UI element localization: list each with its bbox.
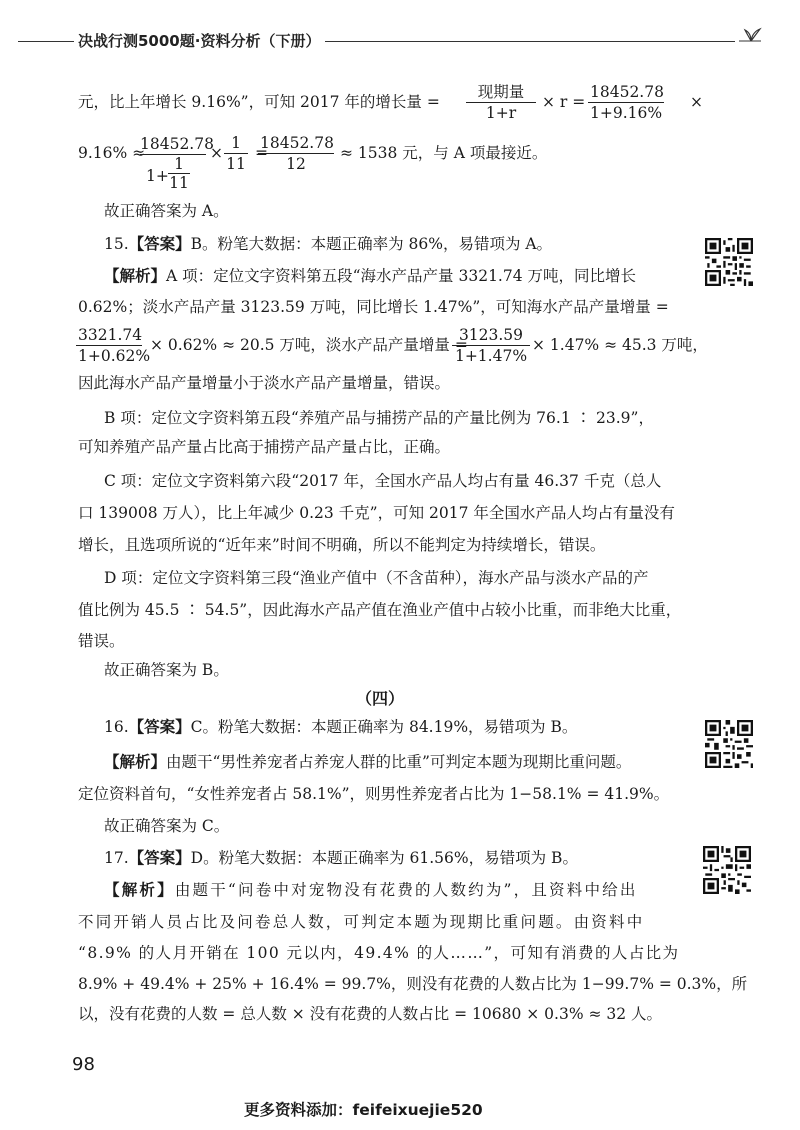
analysis-line: 【解析】A 项：定位文字资料第五段“海水产品产量 3321.74 万吨，同比增长 [104, 266, 637, 285]
sprout-icon [737, 24, 765, 48]
analysis-line: 因此海水产品产量增量小于淡水产品产量增量，错误。 [78, 374, 451, 392]
fraction: $\frac{18452.78}{12}$ [260, 134, 334, 173]
analysis-line: 值比例为 45.5 ∶ 54.5”，因此海水产品产值在渔业产值中占较小比重，而非绝大比重， [78, 601, 682, 619]
answer-line: 故正确答案为 A。 [104, 202, 229, 220]
answer-line: 故正确答案为 C。 [104, 817, 230, 835]
analysis-line: × 1.47% ≈ 45.3 万吨， [532, 336, 708, 354]
analysis-line: 口 139008 万人），比上年减少 0.23 千克”，可知 2017 年全国水产品人均占有量没有 [78, 504, 675, 522]
fraction: $\frac{1}{11}$ [224, 133, 248, 174]
complex-fraction: 18452.78 1+ 1 11 [140, 135, 214, 192]
qr-code-icon[interactable] [703, 846, 751, 894]
analysis-line: 定位资料首句，“女性养宠者占 58.1%”，则男性养宠者占比为 1−58.1% = 41.9%。 [78, 785, 670, 803]
analysis-line: 【解析】由题干“男性养宠者占养宠人群的比重”可判定本题为现期比重问题。 [104, 752, 632, 771]
analysis-line: 增长，且选项所说的“近年来”时间不明确，所以不能判定为持续增长，错误。 [78, 536, 606, 554]
footer-contact: 更多资料添加：feifeixuejie520 [244, 1101, 483, 1119]
header-rule-right [325, 41, 735, 42]
calc-text: 元，比上年增长 9.16%”，可知 2017 年的增长量 = [78, 93, 440, 111]
fraction: $\frac{18452.78}{1+9.16\%}$ [590, 83, 664, 122]
calc-text: × [210, 144, 223, 162]
analysis-line: × 0.62% ≈ 20.5 万吨，淡水产品产量增量 = [150, 336, 468, 354]
analysis-line: 8.9% + 49.4% + 25% + 16.4% = 99.7%，则没有花费的人数占比为 1−99.7% = 0.3%，所 [78, 975, 748, 993]
calc-text: 9.16% ≈ [78, 144, 146, 162]
analysis-line: 可知养殖产品产量占比高于捕捞产品产量占比，正确。 [78, 438, 451, 456]
analysis-line: 不同开销人员占比及问卷总人数，可判定本题为现期比重问题。由资料中 [78, 913, 645, 931]
calc-text: × r = [542, 93, 586, 111]
calc-text: ≈ 1538 元，与 A 项最接近。 [340, 144, 548, 162]
header-rule-left [18, 41, 74, 42]
answer-line: 故正确答案为 B。 [104, 661, 229, 679]
analysis-line: 【解析】由题干“问卷中对宠物没有花费的人数约为”，且资料中给出 [104, 880, 638, 899]
qr-code-icon[interactable] [705, 720, 753, 768]
calc-text: = [255, 144, 268, 162]
fraction: $\frac{3123.59}{1+1.47\%}$ [452, 325, 530, 366]
qr-code-icon[interactable] [705, 238, 753, 286]
analysis-line: 错误。 [78, 632, 125, 650]
fraction: 现期量 1+r [466, 82, 536, 123]
analysis-line: “8.9% 的人月开销在 100 元以内，49.4% 的人……”，可知有消费的人占比为 [78, 944, 680, 962]
answer-line-16: 16.【答案】C。粉笔大数据：本题正确率为 84.19%，易错项为 B。 [104, 717, 578, 736]
calc-text: × [690, 93, 703, 111]
running-header: 决战行测5000题·资料分析（下册） [78, 32, 321, 50]
analysis-line: B 项：定位文字资料第五段“养殖产品与捕捞产品的产量比例为 76.1 ∶ 23.9”， [104, 409, 654, 427]
section-heading: （四） [356, 689, 405, 708]
analysis-line: C 项：定位文字资料第六段“2017 年，全国水产品人均占有量 46.37 千克（总人 [104, 472, 662, 490]
page-number: 98 [72, 1054, 95, 1075]
fraction: $\frac{3321.74}{1+0.62\%}$ [78, 326, 151, 365]
answer-line-17: 17.【答案】D。粉笔大数据：本题正确率为 61.56%，易错项为 B。 [104, 848, 578, 867]
analysis-line: 0.62%；淡水产品产量 3123.59 万吨，同比增长 1.47%”，可知海水产品产量增量 = [78, 298, 669, 316]
answer-line-15: 15.【答案】B。粉笔大数据：本题正确率为 86%，易错项为 A。 [104, 234, 553, 253]
analysis-line: 以，没有花费的人数 = 总人数 × 没有花费的人数占比 = 10680 × 0.3% ≈ 32 人。 [78, 1005, 663, 1023]
analysis-line: D 项：定位文字资料第三段“渔业产值中（不含苗种），海水产品与淡水产品的产 [104, 569, 649, 587]
